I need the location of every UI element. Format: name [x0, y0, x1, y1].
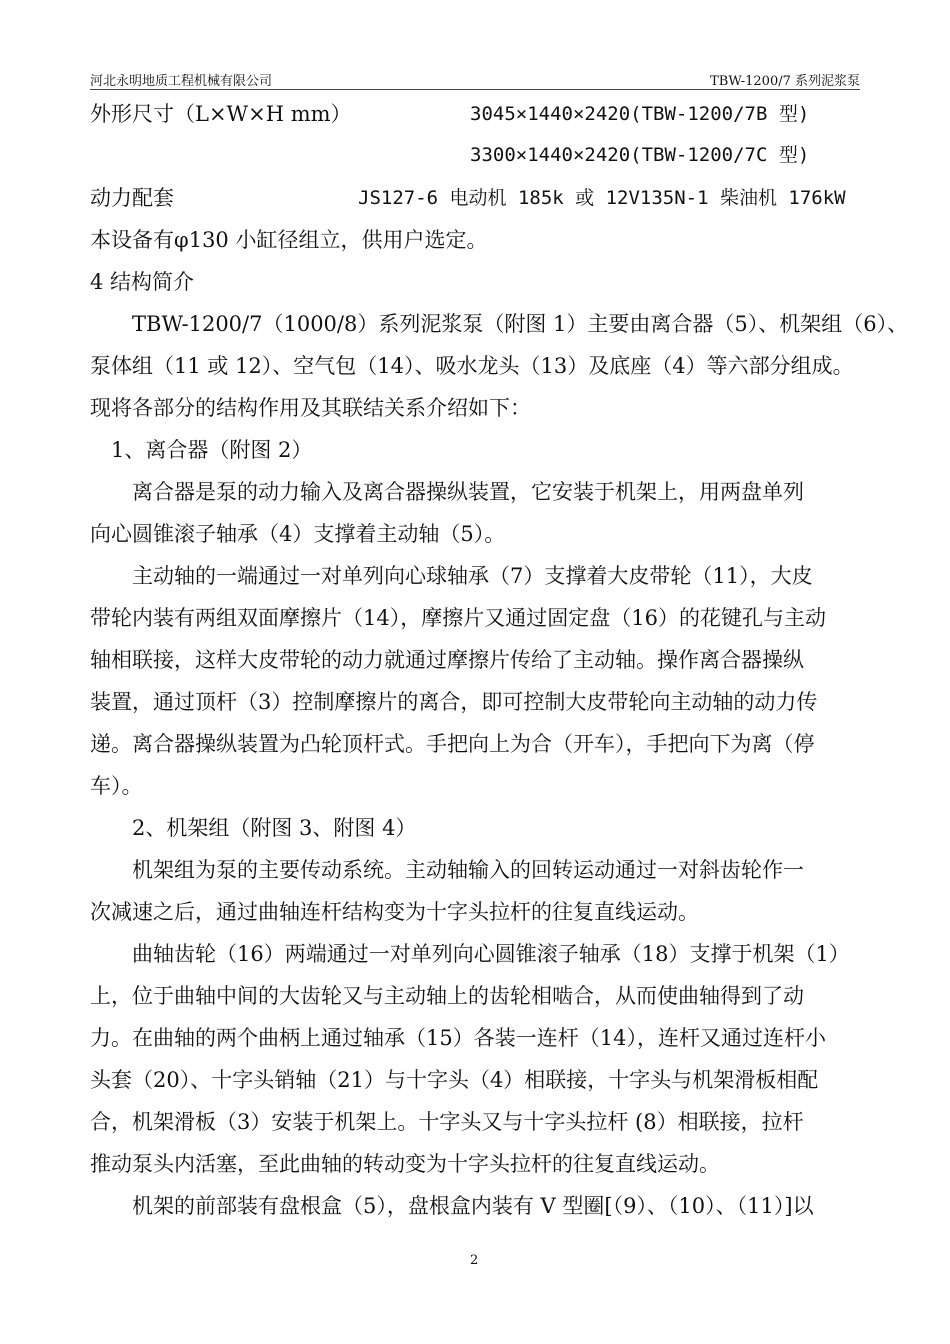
header-product: TBW-1200/7 系列泥浆泵: [710, 74, 860, 89]
header-company: 河北永明地质工程机械有限公司: [90, 74, 273, 89]
text-line: 曲轴齿轮（16）两端通过一对单列向心圆锥滚子轴承（18）支撑于机架（1）: [90, 942, 850, 966]
text-line: 2、机架组（附图 3、附图 4）: [90, 816, 417, 840]
text-line: 合，机架滑板（3）安装于机架上。十字头又与十字头拉杆 (8）相联接，拉杆: [90, 1110, 804, 1134]
text-line: 泵体组（11 或 12）、空气包（14）、吸水龙头（13）及底座（4）等六部分组成。: [90, 354, 854, 378]
dimension-value-b: 3045×1440×2420(TBW-1200/7B 型): [470, 103, 810, 125]
power-label: 动力配套: [90, 186, 174, 210]
text-line: 向心圆锥滚子轴承（4）支撑着主动轴（5）。: [90, 522, 506, 546]
text-line: 带轮内装有两组双面摩擦片（14），摩擦片又通过固定盘（16）的花键孔与主动: [90, 606, 826, 630]
text-line: 现将各部分的结构作用及其联结关系介绍如下：: [90, 396, 531, 420]
text-line: 次减速之后，通过曲轴连杆结构变为十字头拉杆的往复直线运动。: [90, 900, 699, 924]
page-number: 2: [470, 1253, 479, 1268]
text-line: 机架组为泵的主要传动系统。主动轴输入的回转运动通过一对斜齿轮作一: [90, 858, 804, 882]
text-line: 1、离合器（附图 2）: [90, 438, 313, 462]
text-line: 头套（20）、十字头销轴（21）与十字头（4）相联接，十字头与机架滑板相配: [90, 1068, 819, 1092]
text-line: 主动轴的一端通过一对单列向心球轴承（7）支撑着大皮带轮（11），大皮: [90, 564, 813, 588]
power-value: JS127-6 电动机 185k 或 12V135N-1 柴油机 176kW: [358, 187, 846, 209]
option-note: 本设备有φ130 小缸径组立，供用户选定。: [90, 228, 488, 252]
dimension-value-c: 3300×1440×2420(TBW-1200/7C 型): [470, 144, 810, 166]
text-line: 上，位于曲轴中间的大齿轮又与主动轴上的齿轮相啮合，从而使曲轴得到了动: [90, 984, 804, 1008]
text-line: 推动泵头内活塞，至此曲轴的转动变为十字头拉杆的往复直线运动。: [90, 1152, 720, 1176]
header-rule: [90, 89, 860, 90]
dimension-label: 外形尺寸（L×W×H mm）: [90, 102, 352, 126]
text-line: 车）。: [90, 774, 143, 798]
text-line: 离合器是泵的动力输入及离合器操纵装置，它安装于机架上，用两盘单列: [90, 480, 804, 504]
text-line: 轴相联接，这样大皮带轮的动力就通过摩擦片传给了主动轴。操作离合器操纵: [90, 648, 804, 672]
text-line: 4 结构简介: [90, 270, 195, 294]
text-line: 装置，通过顶杆（3）控制摩擦片的离合，即可控制大皮带轮向主动轴的动力传: [90, 690, 818, 714]
text-line: 递。离合器操纵装置为凸轮顶杆式。手把向上为合（开车），手把向下为离（停: [90, 732, 815, 756]
text-line: 机架的前部装有盘根盒（5），盘根盒内装有 V 型圈[（9）、（10）、（11）]以: [90, 1194, 814, 1218]
text-line: 力。在曲轴的两个曲柄上通过轴承（15）各装一连杆（14），连杆又通过连杆小: [90, 1026, 826, 1050]
text-line: TBW-1200/7（1000/8）系列泥浆泵（附图 1）主要由离合器（5）、机架组（6）、: [90, 312, 909, 336]
